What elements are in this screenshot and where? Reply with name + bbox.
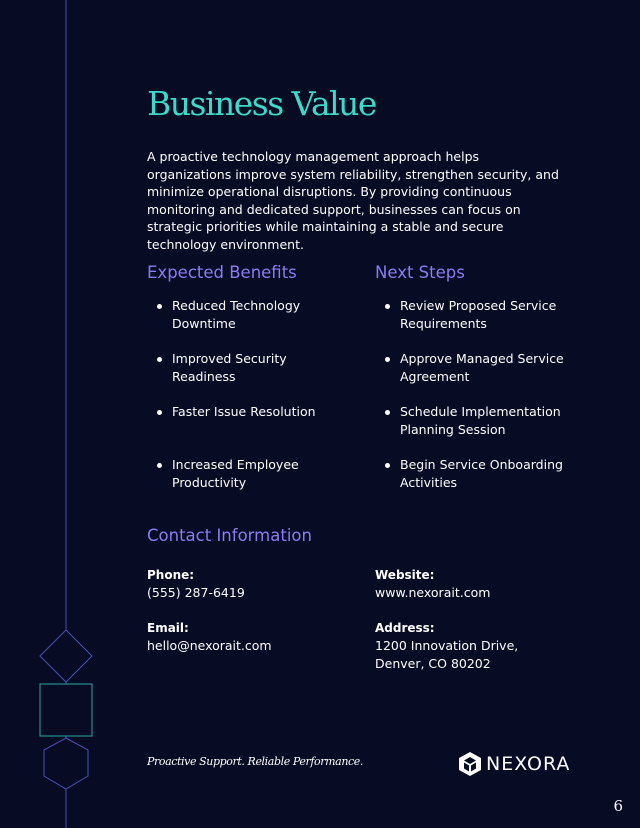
address-value: 1200 Innovation Drive, Denver, CO 80202 <box>375 638 519 671</box>
address-block <box>375 619 570 673</box>
address-label: Address: <box>375 621 435 635</box>
email-label: Email: <box>147 621 189 635</box>
list-item: Approve Managed Service Agreement <box>375 350 590 386</box>
website-link[interactable]: www.nexorait.com <box>375 585 491 600</box>
email-block <box>147 619 347 655</box>
email-link[interactable]: hello@nexorait.com <box>147 638 272 653</box>
list-item: Improved Security Readiness <box>147 350 347 386</box>
hexagon-cube-logo-icon <box>457 751 483 777</box>
brand-name: NEXORA <box>486 753 571 775</box>
intro-paragraph: A proactive technology management approach helps organizations improve system reliability, strengthen security, and minimize operational disruptions. By providing continuous monitoring and dedicated support, businesses can focus on strategic priorities while maintaining a stable and secure technology environment. <box>147 149 559 252</box>
contact-heading: Contact Information <box>147 526 312 545</box>
phone-block <box>147 566 347 602</box>
next-steps-heading: Next Steps <box>375 263 465 282</box>
square-shape <box>40 684 92 736</box>
page-title: Business Value <box>147 84 376 123</box>
list-item: Begin Service Onboarding Activities <box>375 456 590 492</box>
list-item: Increased Employee Productivity <box>147 456 347 492</box>
phone-value[interactable]: (555) 287-6419 <box>147 585 245 600</box>
hexagon-shape <box>44 738 88 789</box>
list-item: Schedule Implementation Planning Session <box>375 403 590 439</box>
brand-logo <box>457 750 570 778</box>
footer-tagline: Proactive Support. Reliable Performance. <box>147 755 363 768</box>
list-item: Review Proposed Service Requirements <box>375 297 590 333</box>
website-label: Website: <box>375 568 435 582</box>
page-number: 6 <box>613 797 623 815</box>
benefits-list <box>147 297 347 509</box>
benefits-heading: Expected Benefits <box>147 263 297 282</box>
phone-label: Phone: <box>147 568 195 582</box>
list-item: Reduced Technology Downtime <box>147 297 347 333</box>
diamond-shape <box>40 630 92 682</box>
website-block <box>375 566 575 602</box>
list-item: Faster Issue Resolution <box>147 403 347 439</box>
next-steps-list <box>375 297 590 509</box>
